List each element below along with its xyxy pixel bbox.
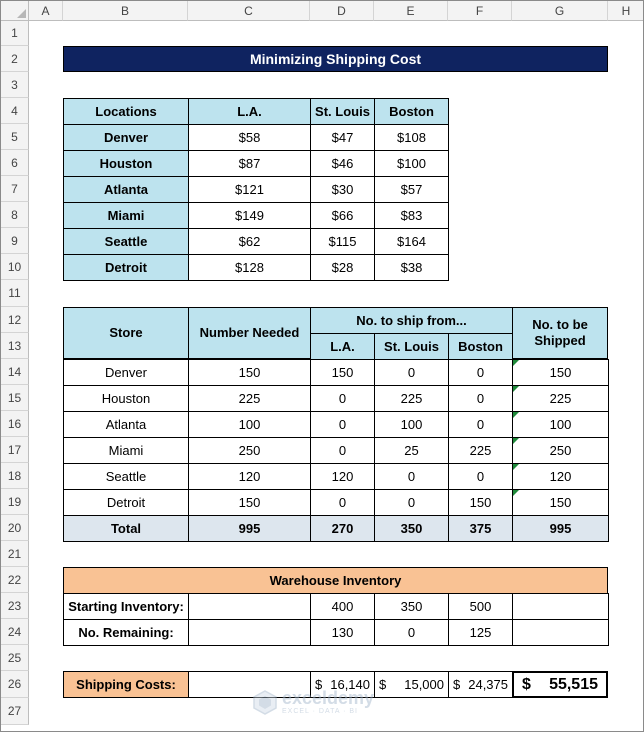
inventory-value[interactable]: 500 [448, 593, 513, 620]
cost-cell[interactable]: $62 [188, 228, 311, 255]
row-header-19[interactable]: 19 [1, 489, 29, 515]
row-header-18[interactable]: 18 [1, 463, 29, 489]
cost-header-1[interactable]: L.A. [188, 98, 311, 125]
column-header-e[interactable]: E [374, 1, 448, 21]
cost-location-label[interactable]: Detroit [63, 254, 189, 281]
ship-value-cell[interactable]: 150 [188, 359, 311, 386]
inventory-value[interactable] [188, 619, 311, 646]
ship-value-cell[interactable]: 0 [310, 385, 375, 412]
column-header-d[interactable]: D [310, 1, 374, 21]
ship-value-cell[interactable]: 120 [188, 463, 311, 490]
cost-cell[interactable]: $164 [374, 228, 449, 255]
ship-value-cell[interactable]: 150 [512, 359, 609, 386]
warehouse-inventory-header[interactable]: Warehouse Inventory [63, 567, 608, 594]
column-header-g[interactable]: G [512, 1, 608, 21]
inventory-value[interactable] [188, 593, 311, 620]
total-value[interactable]: 375 [448, 515, 513, 542]
ship-from-2-header[interactable]: Boston [448, 333, 513, 360]
inventory-value[interactable]: 400 [310, 593, 375, 620]
currency-symbol: $ [379, 676, 387, 692]
row-header-4[interactable]: 4 [1, 98, 29, 124]
ship-value-cell[interactable]: 150 [512, 489, 609, 516]
ship-value-cell[interactable]: 250 [512, 437, 609, 464]
cost-cell[interactable]: $128 [188, 254, 311, 281]
ship-value-cell[interactable]: 100 [188, 411, 311, 438]
cost-cell[interactable]: $38 [374, 254, 449, 281]
row-header-20[interactable]: 20 [1, 515, 29, 541]
cost-cell[interactable]: $115 [310, 228, 375, 255]
shipping-costs-label[interactable]: Shipping Costs: [63, 671, 189, 698]
row-header-8[interactable]: 8 [1, 202, 29, 228]
cost-cell[interactable]: $47 [310, 124, 375, 151]
cost-cell[interactable]: $28 [310, 254, 375, 281]
ship-value-cell[interactable]: 150 [448, 489, 513, 516]
cost-cell[interactable]: $83 [374, 202, 449, 229]
ship-value-cell[interactable]: 25 [374, 437, 449, 464]
row-header-13[interactable]: 13 [1, 333, 29, 359]
select-all-corner[interactable] [1, 1, 29, 21]
exceldemy-logo-icon [252, 689, 278, 715]
inventory-value[interactable]: 125 [448, 619, 513, 646]
column-header-f[interactable]: F [448, 1, 512, 21]
row-header-27[interactable]: 27 [1, 698, 29, 725]
store-name-cell[interactable]: Miami [63, 437, 189, 464]
store-header[interactable]: Store [63, 307, 189, 359]
inventory-value[interactable] [512, 593, 609, 620]
ship-value-cell[interactable]: 225 [448, 437, 513, 464]
store-name-cell[interactable]: Houston [63, 385, 189, 412]
row-header-1[interactable]: 1 [1, 21, 29, 46]
ship-value-cell[interactable]: 100 [374, 411, 449, 438]
inventory-value[interactable]: 350 [374, 593, 449, 620]
shipping-cost-boston[interactable] [448, 671, 513, 698]
row-header-24[interactable]: 24 [1, 619, 29, 645]
watermark-tagline: EXCEL · DATA · BI [282, 707, 358, 715]
store-name-cell[interactable]: Atlanta [63, 411, 189, 438]
cost-header-3[interactable]: Boston [374, 98, 449, 125]
ship-value-cell[interactable]: 0 [448, 463, 513, 490]
row-header-2[interactable]: 2 [1, 46, 29, 72]
ship-value-cell[interactable]: 250 [188, 437, 311, 464]
cost-cell[interactable]: $108 [374, 124, 449, 151]
cost-header-0[interactable]: Locations [63, 98, 189, 125]
ship-value-cell[interactable]: 225 [512, 385, 609, 412]
row-header-5[interactable]: 5 [1, 124, 29, 150]
row-header-26[interactable]: 26 [1, 671, 29, 698]
row-header-7[interactable]: 7 [1, 176, 29, 202]
ship-value-cell[interactable]: 0 [374, 489, 449, 516]
row-header-11[interactable]: 11 [1, 280, 29, 307]
row-header-3[interactable]: 3 [1, 72, 29, 98]
row-header-12[interactable]: 12 [1, 307, 29, 333]
cost-location-label[interactable]: Denver [63, 124, 189, 151]
row-header-6[interactable]: 6 [1, 150, 29, 176]
cost-location-label[interactable]: Seattle [63, 228, 189, 255]
ship-value-cell[interactable]: 0 [448, 411, 513, 438]
total-value[interactable]: 995 [512, 515, 609, 542]
total-value[interactable]: 350 [374, 515, 449, 542]
total-value[interactable]: 270 [310, 515, 375, 542]
total-label[interactable]: Total [63, 515, 189, 542]
ship-value-cell[interactable]: 120 [512, 463, 609, 490]
shipping-cost-total[interactable] [512, 671, 608, 698]
cost-value: 16,140 [330, 676, 370, 692]
cost-cell[interactable]: $121 [188, 176, 311, 203]
ship-from-1-header[interactable]: St. Louis [374, 333, 449, 360]
cost-cell[interactable]: $57 [374, 176, 449, 203]
ship-from-0-header[interactable]: L.A. [310, 333, 375, 360]
store-name-cell[interactable]: Denver [63, 359, 189, 386]
row-header-9[interactable]: 9 [1, 228, 29, 254]
total-value[interactable]: 995 [188, 515, 311, 542]
cost-value: 24,375 [468, 676, 508, 692]
cost-value: 15,000 [404, 676, 444, 692]
row-header-23[interactable]: 23 [1, 593, 29, 619]
ship-value-cell[interactable]: 225 [374, 385, 449, 412]
ship-value-cell[interactable]: 225 [188, 385, 311, 412]
ship-value-cell[interactable]: 0 [448, 359, 513, 386]
cost-cell[interactable]: $87 [188, 150, 311, 177]
cost-cell[interactable]: $46 [310, 150, 375, 177]
inventory-value[interactable] [512, 619, 609, 646]
row-header-15[interactable]: 15 [1, 385, 29, 411]
cost-cell[interactable]: $149 [188, 202, 311, 229]
row-header-22[interactable]: 22 [1, 567, 29, 593]
ship-value-cell[interactable]: 0 [448, 385, 513, 412]
ship-value-cell[interactable]: 150 [188, 489, 311, 516]
cost-header-2[interactable]: St. Louis [310, 98, 375, 125]
inventory-label[interactable]: Starting Inventory: [63, 593, 189, 620]
column-header-c[interactable]: C [188, 1, 310, 21]
to-be-shipped-header[interactable]: No. to be Shipped [512, 307, 608, 359]
ship-value-cell[interactable]: 150 [310, 359, 375, 386]
currency-symbol: $ [315, 676, 323, 692]
cost-cell[interactable]: $66 [310, 202, 375, 229]
cost-value: 55,515 [549, 675, 598, 693]
row-header-25[interactable]: 25 [1, 645, 29, 671]
ship-value-cell[interactable]: 0 [310, 489, 375, 516]
column-header-a[interactable]: A [29, 1, 63, 21]
number-needed-header[interactable]: Number Needed [188, 307, 311, 359]
cost-cell[interactable]: $100 [374, 150, 449, 177]
ship-value-cell[interactable]: 100 [512, 411, 609, 438]
row-header-16[interactable]: 16 [1, 411, 29, 437]
store-name-cell[interactable]: Seattle [63, 463, 189, 490]
cost-location-label[interactable]: Houston [63, 150, 189, 177]
cost-location-label[interactable]: Miami [63, 202, 189, 229]
ship-from-header[interactable]: No. to ship from... [310, 307, 513, 334]
inventory-value[interactable]: 130 [310, 619, 375, 646]
watermark-name: exceldemy [282, 687, 375, 708]
row-header-17[interactable]: 17 [1, 437, 29, 463]
ship-value-cell[interactable]: 0 [374, 463, 449, 490]
currency-symbol: $ [453, 676, 461, 692]
ship-value-cell[interactable]: 0 [310, 411, 375, 438]
column-header-b[interactable]: B [63, 1, 188, 21]
row-header-14[interactable]: 14 [1, 359, 29, 385]
row-header-10[interactable]: 10 [1, 254, 29, 280]
store-name-cell[interactable]: Detroit [63, 489, 189, 516]
cost-location-label[interactable]: Atlanta [63, 176, 189, 203]
currency-symbol: $ [522, 675, 531, 693]
cost-cell[interactable]: $58 [188, 124, 311, 151]
row-header-21[interactable]: 21 [1, 541, 29, 567]
cost-cell[interactable]: $30 [310, 176, 375, 203]
column-header-h[interactable]: H [608, 1, 644, 21]
ship-value-cell[interactable]: 120 [310, 463, 375, 490]
ship-value-cell[interactable]: 0 [310, 437, 375, 464]
title-cell[interactable]: Minimizing Shipping Cost [63, 46, 608, 72]
inventory-value[interactable]: 0 [374, 619, 449, 646]
inventory-label[interactable]: No. Remaining: [63, 619, 189, 646]
exceldemy-watermark [252, 685, 402, 719]
ship-value-cell[interactable]: 0 [374, 359, 449, 386]
